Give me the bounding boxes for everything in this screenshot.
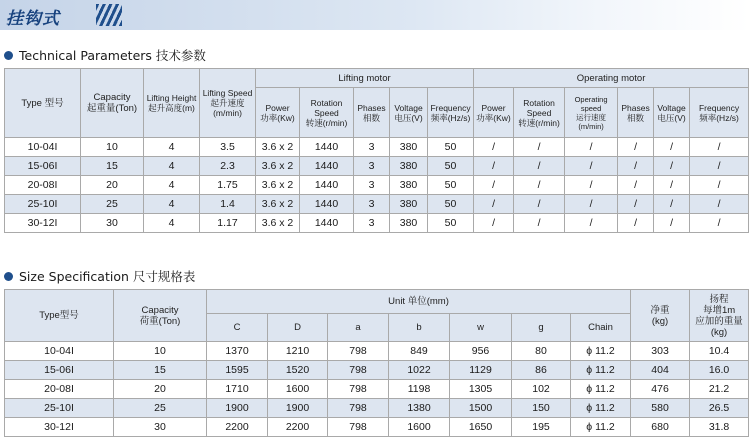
tech-cell-o2: / bbox=[514, 157, 565, 176]
header-om-rotation: Rotation Speed 转速(r/min) bbox=[514, 88, 565, 138]
tech-cell-power: 3.6 x 2 bbox=[256, 176, 300, 195]
size-cell-a: 798 bbox=[328, 380, 389, 399]
size-cell-extra: 31.8 bbox=[690, 418, 749, 437]
size-cell-chain: ϕ 11.2 bbox=[571, 399, 631, 418]
bullet-dot-icon bbox=[4, 272, 13, 281]
size-cell-type: 15-06I bbox=[5, 361, 114, 380]
tech-cell-phases: 3 bbox=[354, 138, 390, 157]
tech-cell-o3: / bbox=[565, 138, 618, 157]
size-cell-a: 798 bbox=[328, 418, 389, 437]
table-row bbox=[5, 176, 749, 195]
tech-cell-freq: 50 bbox=[428, 157, 474, 176]
size-header-c: C bbox=[207, 314, 268, 342]
size-cell-c: 2200 bbox=[207, 418, 268, 437]
header-lm-power: Power 功率(Kw) bbox=[256, 88, 300, 138]
tech-cell-o5: / bbox=[654, 195, 690, 214]
tech-cell-capacity: 10 bbox=[81, 138, 144, 157]
tech-cell-o3: / bbox=[565, 214, 618, 233]
table-row bbox=[5, 157, 749, 176]
size-cell-w: 956 bbox=[450, 342, 512, 361]
tech-cell-speed: 1.17 bbox=[200, 214, 256, 233]
table-row bbox=[5, 214, 749, 233]
size-header-extra-weight: 扬程 每增1m 应加的重量 (kg) bbox=[690, 290, 749, 342]
size-cell-b: 849 bbox=[389, 342, 450, 361]
size-cell-weight: 404 bbox=[631, 361, 690, 380]
header-om-frequency: Frequency 频率(Hz/s) bbox=[690, 88, 749, 138]
size-header-net-weight: 净重 (kg) bbox=[631, 290, 690, 342]
tech-cell-voltage: 380 bbox=[390, 176, 428, 195]
size-header-chain: Chain bbox=[571, 314, 631, 342]
tech-cell-height: 4 bbox=[144, 176, 200, 195]
bullet-dot-icon bbox=[4, 51, 13, 60]
tech-cell-o6: / bbox=[690, 138, 749, 157]
size-header-b: b bbox=[389, 314, 450, 342]
size-cell-extra: 10.4 bbox=[690, 342, 749, 361]
size-header-w: w bbox=[450, 314, 512, 342]
tech-cell-phases: 3 bbox=[354, 176, 390, 195]
technical-parameters-title: Technical Parameters 技术参数 bbox=[19, 48, 206, 63]
size-cell-d: 1900 bbox=[268, 399, 328, 418]
tech-cell-rotation: 1440 bbox=[300, 138, 354, 157]
tech-cell-type: 25-10I bbox=[5, 195, 81, 214]
tech-cell-o5: / bbox=[654, 157, 690, 176]
tech-cell-o4: / bbox=[618, 176, 654, 195]
size-cell-extra: 21.2 bbox=[690, 380, 749, 399]
size-cell-g: 195 bbox=[512, 418, 571, 437]
tech-cell-o1: / bbox=[474, 214, 514, 233]
tech-cell-o3: / bbox=[565, 176, 618, 195]
size-cell-d: 1520 bbox=[268, 361, 328, 380]
size-cell-w: 1500 bbox=[450, 399, 512, 418]
size-cell-a: 798 bbox=[328, 399, 389, 418]
size-cell-a: 798 bbox=[328, 342, 389, 361]
size-cell-chain: ϕ 11.2 bbox=[571, 342, 631, 361]
size-cell-w: 1650 bbox=[450, 418, 512, 437]
size-header-capacity: Capacity 荷重(Ton) bbox=[114, 290, 207, 342]
tech-cell-capacity: 25 bbox=[81, 195, 144, 214]
size-cell-g: 80 bbox=[512, 342, 571, 361]
tech-cell-o4: / bbox=[618, 195, 654, 214]
header-lm-frequency: Frequency 频率(Hz/s) bbox=[428, 88, 474, 138]
size-specification-table bbox=[4, 289, 749, 437]
tech-cell-type: 15-06I bbox=[5, 157, 81, 176]
header-operating-motor: Operating motor bbox=[474, 69, 749, 88]
tech-cell-freq: 50 bbox=[428, 176, 474, 195]
size-cell-d: 1600 bbox=[268, 380, 328, 399]
technical-parameters-heading bbox=[4, 46, 206, 64]
size-cell-c: 1900 bbox=[207, 399, 268, 418]
tech-cell-power: 3.6 x 2 bbox=[256, 195, 300, 214]
size-cell-capacity: 15 bbox=[114, 361, 207, 380]
tech-cell-type: 20-08I bbox=[5, 176, 81, 195]
size-header-a: a bbox=[328, 314, 389, 342]
tech-cell-height: 4 bbox=[144, 157, 200, 176]
header-capacity: Capacity 起重量(Ton) bbox=[81, 69, 144, 138]
tech-cell-freq: 50 bbox=[428, 138, 474, 157]
size-cell-weight: 476 bbox=[631, 380, 690, 399]
size-cell-chain: ϕ 11.2 bbox=[571, 380, 631, 399]
header-lm-rotation: Rotation Speed 转速(r/min) bbox=[300, 88, 354, 138]
tech-cell-voltage: 380 bbox=[390, 214, 428, 233]
tech-cell-capacity: 15 bbox=[81, 157, 144, 176]
tech-cell-freq: 50 bbox=[428, 195, 474, 214]
header-om-operating-speed: Operating speed 运行速度 (m/min) bbox=[565, 88, 618, 138]
tech-cell-o4: / bbox=[618, 157, 654, 176]
header-lifting-motor: Lifting motor bbox=[256, 69, 474, 88]
tech-cell-o5: / bbox=[654, 176, 690, 195]
table-row bbox=[5, 399, 749, 418]
size-cell-b: 1022 bbox=[389, 361, 450, 380]
size-cell-d: 2200 bbox=[268, 418, 328, 437]
tech-cell-rotation: 1440 bbox=[300, 157, 354, 176]
tech-cell-type: 10-04I bbox=[5, 138, 81, 157]
size-specification-heading bbox=[4, 267, 195, 285]
size-cell-capacity: 30 bbox=[114, 418, 207, 437]
tech-cell-o5: / bbox=[654, 138, 690, 157]
size-cell-extra: 16.0 bbox=[690, 361, 749, 380]
tech-cell-phases: 3 bbox=[354, 195, 390, 214]
tech-cell-voltage: 380 bbox=[390, 138, 428, 157]
tech-cell-rotation: 1440 bbox=[300, 195, 354, 214]
tech-cell-speed: 1.4 bbox=[200, 195, 256, 214]
size-cell-capacity: 20 bbox=[114, 380, 207, 399]
tech-cell-type: 30-12I bbox=[5, 214, 81, 233]
table-row bbox=[5, 380, 749, 399]
tech-cell-phases: 3 bbox=[354, 214, 390, 233]
size-cell-g: 86 bbox=[512, 361, 571, 380]
tech-cell-power: 3.6 x 2 bbox=[256, 157, 300, 176]
size-cell-type: 30-12I bbox=[5, 418, 114, 437]
tech-cell-voltage: 380 bbox=[390, 157, 428, 176]
size-header-type: Type型号 bbox=[5, 290, 114, 342]
size-cell-c: 1370 bbox=[207, 342, 268, 361]
tech-cell-capacity: 20 bbox=[81, 176, 144, 195]
tech-cell-o4: / bbox=[618, 138, 654, 157]
size-cell-weight: 580 bbox=[631, 399, 690, 418]
size-cell-type: 10-04I bbox=[5, 342, 114, 361]
size-cell-weight: 680 bbox=[631, 418, 690, 437]
tech-cell-power: 3.6 x 2 bbox=[256, 214, 300, 233]
size-specification-title: Size Specification 尺寸规格表 bbox=[19, 269, 196, 284]
tech-cell-height: 4 bbox=[144, 138, 200, 157]
tech-cell-rotation: 1440 bbox=[300, 176, 354, 195]
tech-cell-o5: / bbox=[654, 214, 690, 233]
tech-cell-speed: 1.75 bbox=[200, 176, 256, 195]
header-lifting-speed: Lifting Speed 起升速度 (m/min) bbox=[200, 69, 256, 138]
tech-cell-o1: / bbox=[474, 195, 514, 214]
size-cell-type: 25-10I bbox=[5, 399, 114, 418]
header-lm-phases: Phases 相数 bbox=[354, 88, 390, 138]
size-cell-b: 1380 bbox=[389, 399, 450, 418]
tech-cell-o6: / bbox=[690, 214, 749, 233]
tech-cell-o6: / bbox=[690, 195, 749, 214]
banner-title: 挂钩式 bbox=[6, 9, 60, 29]
tech-cell-power: 3.6 x 2 bbox=[256, 138, 300, 157]
tech-cell-o1: / bbox=[474, 157, 514, 176]
tech-cell-o6: / bbox=[690, 157, 749, 176]
size-header-unit: Unit 单位(mm) bbox=[207, 290, 631, 314]
tech-cell-capacity: 30 bbox=[81, 214, 144, 233]
tech-cell-o2: / bbox=[514, 138, 565, 157]
header-lifting-height: Lifting Height 起升高度(m) bbox=[144, 69, 200, 138]
tech-cell-height: 4 bbox=[144, 214, 200, 233]
header-om-phases: Phases 相数 bbox=[618, 88, 654, 138]
header-om-power: Power 功率(Kw) bbox=[474, 88, 514, 138]
tech-cell-o2: / bbox=[514, 214, 565, 233]
size-cell-c: 1595 bbox=[207, 361, 268, 380]
header-type: Type 型号 bbox=[5, 69, 81, 138]
tech-cell-freq: 50 bbox=[428, 214, 474, 233]
size-cell-w: 1305 bbox=[450, 380, 512, 399]
tech-cell-o6: / bbox=[690, 176, 749, 195]
technical-parameters-table bbox=[4, 68, 749, 233]
size-cell-capacity: 25 bbox=[114, 399, 207, 418]
banner-stripes-decoration bbox=[96, 4, 122, 26]
size-cell-capacity: 10 bbox=[114, 342, 207, 361]
size-cell-d: 1210 bbox=[268, 342, 328, 361]
size-cell-a: 798 bbox=[328, 361, 389, 380]
tech-cell-height: 4 bbox=[144, 195, 200, 214]
size-cell-b: 1600 bbox=[389, 418, 450, 437]
table-row bbox=[5, 361, 749, 380]
size-cell-c: 1710 bbox=[207, 380, 268, 399]
size-cell-extra: 26.5 bbox=[690, 399, 749, 418]
table-row bbox=[5, 418, 749, 437]
tech-cell-o2: / bbox=[514, 176, 565, 195]
size-cell-g: 150 bbox=[512, 399, 571, 418]
size-cell-w: 1129 bbox=[450, 361, 512, 380]
tech-cell-speed: 3.5 bbox=[200, 138, 256, 157]
title-banner bbox=[0, 0, 750, 30]
tech-cell-o1: / bbox=[474, 138, 514, 157]
table-row bbox=[5, 138, 749, 157]
tech-cell-rotation: 1440 bbox=[300, 214, 354, 233]
size-cell-b: 1198 bbox=[389, 380, 450, 399]
header-lm-voltage: Voltage 电压(V) bbox=[390, 88, 428, 138]
tech-cell-o3: / bbox=[565, 195, 618, 214]
table-row bbox=[5, 342, 749, 361]
tech-cell-o4: / bbox=[618, 214, 654, 233]
size-cell-g: 102 bbox=[512, 380, 571, 399]
size-cell-weight: 303 bbox=[631, 342, 690, 361]
tech-cell-speed: 2.3 bbox=[200, 157, 256, 176]
size-header-g: g bbox=[512, 314, 571, 342]
tech-cell-o3: / bbox=[565, 157, 618, 176]
size-cell-chain: ϕ 11.2 bbox=[571, 361, 631, 380]
size-cell-chain: ϕ 11.2 bbox=[571, 418, 631, 437]
size-header-d: D bbox=[268, 314, 328, 342]
tech-cell-o2: / bbox=[514, 195, 565, 214]
tech-cell-o1: / bbox=[474, 176, 514, 195]
tech-cell-voltage: 380 bbox=[390, 195, 428, 214]
tech-cell-phases: 3 bbox=[354, 157, 390, 176]
size-cell-type: 20-08I bbox=[5, 380, 114, 399]
table-row bbox=[5, 195, 749, 214]
header-om-voltage: Voltage 电压(V) bbox=[654, 88, 690, 138]
